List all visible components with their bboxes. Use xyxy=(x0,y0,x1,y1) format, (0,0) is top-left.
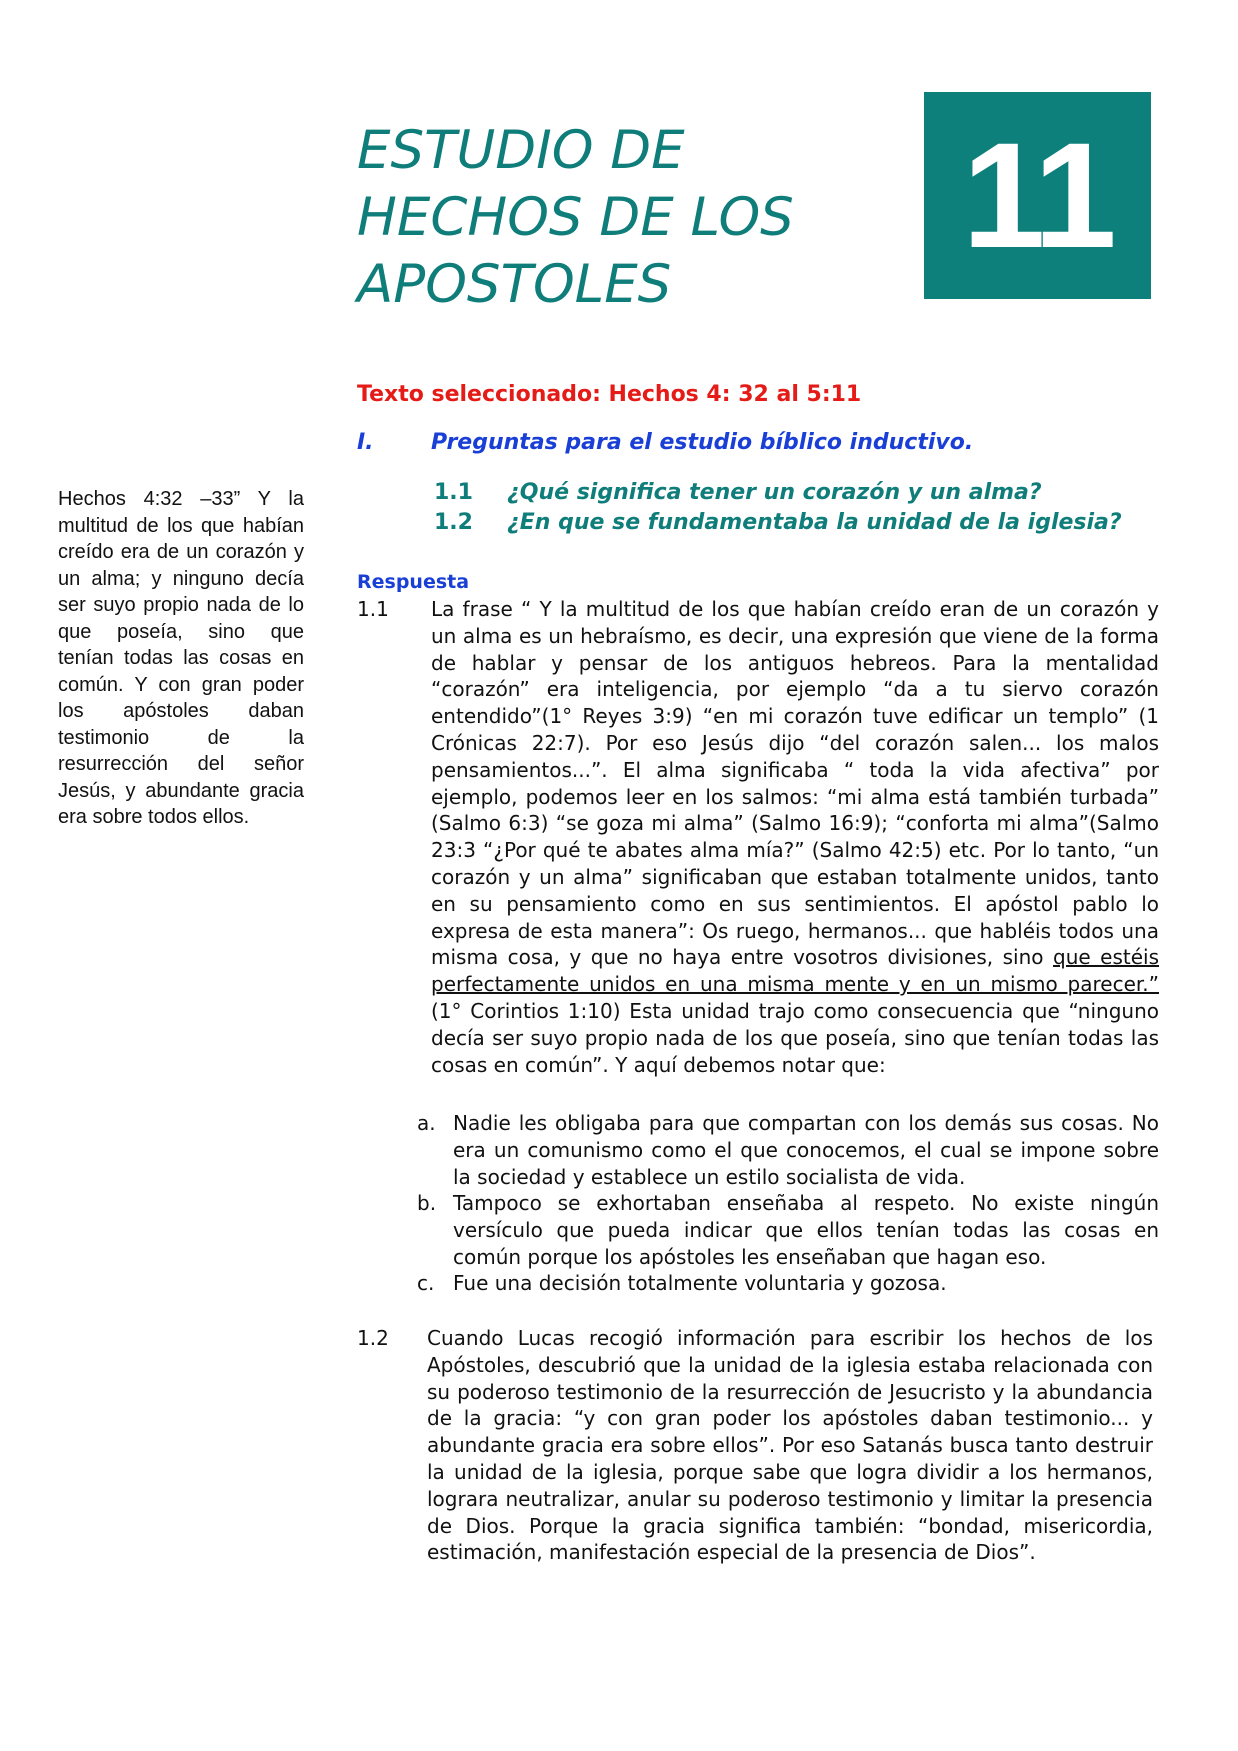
underlined-quote: que estéis perfectamente unidos en una misma mente y en un mismo parecer.” xyxy=(431,945,1159,997)
answer-number: 1.1 xyxy=(357,597,389,621)
list-item-text: Tampoco se exhortaban enseñaba al respeto. No existe ningún versículo que pueda indicar que ellos tenían todas las cosas en común porque los apóstoles les enseñaban que hagan eso. xyxy=(453,1191,1159,1269)
answer-heading: Respuesta xyxy=(357,571,470,593)
answer-paragraph-2: Cuando Lucas recogió información para escribir los hechos de los Apóstoles, descubrió que la unidad de la iglesia estaba relacionada con su poderoso testimonio de la resurrección de Jesucristo y la abundancia de la gracia: “y con gran poder los apóstoles daban testimonio... y abundante gracia era sobre ellos”. Por eso Satanás busca tanto destruir la unidad de la iglesia, porque sabe que logra dividir a los hermanos, lograra neutralizar, anular su poderoso testimonio y limitar la presencia de Dios. Porque la gracia significa también: “bondad, misericordia, estimación, manifestación especial de la presencia de Dios”. xyxy=(427,1326,1153,1565)
answer-paragraph-1 xyxy=(431,596,1159,1078)
section-numeral: I. xyxy=(357,430,374,455)
question-number: 1.2 xyxy=(434,510,473,535)
title-line-2: HECHOS DE LOS xyxy=(357,187,794,248)
study-number: 11 xyxy=(962,111,1113,279)
study-number-badge xyxy=(924,92,1151,299)
title-line-3: APOSTOLES xyxy=(357,254,672,315)
question-number: 1.1 xyxy=(434,480,473,505)
list-item-text: Nadie les obligaba para que compartan con los demás sus cosas. No era un comunismo como el que conocemos, el cual se impone sobre la sociedad y establece un estilo socialista de vida. xyxy=(453,1111,1159,1189)
answer-text: (1° Corintios 1:10) Esta unidad trajo como consecuencia que “ninguno decía ser suyo propio nada de los que poseía, sino que tenían todas las cosas en común”. Y aquí debemos notar que: xyxy=(431,998,1159,1077)
list-item xyxy=(417,1270,1159,1297)
list-item-text: Fue una decisión totalmente voluntaria y gozosa. xyxy=(453,1271,947,1295)
answer-text: La frase “ Y la multitud de los que habían creído eran de un corazón y un alma es un hebraísmo, es decir, una expresión que viene de la forma de hablar y pensar de los antiguos hebreos. Para la mentalidad “corazón” era inteligencia, por ejemplo “da a tu siervo corazón entendido”(1° Reyes 3:9) “en mi corazón tuve edificar un templo” (1 Crónicas 22:7). Por eso Jesús dijo “del corazón salen... los malos pensamientos...”. El alma significaba “ toda la vida afectiva” por ejemplo, podemos leer en los salmos: “mi alma está también turbada” (Salmo 6:3) “se goza mi alma” (Salmo 16:9); “conforta mi alma”(Salmo 23:3 “¿Por qué te abates alma mía?” (Salmo 42:5) etc. Por lo tanto, “un corazón y un alma” significaban que estaban totalmente unidos, tanto en su pensamiento como en sus sentimientos. El apóstol pablo lo expresa de esta manera”: Os ruego, hermanos... que habléis todos una misma cosa, y que no haya entre vosotros divisiones, sino xyxy=(431,597,1159,970)
sidebar-verse-text: Hechos 4:32 –33” Y la multitud de los que habían creído era de un corazón y un alma; y ninguno decía ser suyo propio nada de lo que poseía, sino que tenían todas las cosas en común. Y con gran poder los apóstoles daban testimonio de la resurrección del señor Jesús, y abundante gracia era sobre todos ellos. xyxy=(58,488,304,828)
question-item xyxy=(434,510,1122,535)
question-text: ¿En que se fundamentaba la unidad de la iglesia? xyxy=(507,510,1122,535)
question-item xyxy=(434,480,1042,505)
document-title xyxy=(357,117,877,318)
question-text: ¿Qué significa tener un corazón y un alma? xyxy=(507,480,1042,505)
section-title: Preguntas para el estudio bíblico inductivo. xyxy=(431,430,974,455)
list-marker: a. xyxy=(417,1111,436,1135)
selected-text-heading: Texto seleccionado: Hechos 4: 32 al 5:11 xyxy=(357,382,862,407)
answer-number: 1.2 xyxy=(357,1326,389,1350)
title-line-1: ESTUDIO DE xyxy=(357,120,685,181)
list-marker: b. xyxy=(417,1191,437,1215)
list-item xyxy=(417,1110,1159,1190)
list-marker: c. xyxy=(417,1271,435,1295)
list-item xyxy=(417,1190,1159,1270)
